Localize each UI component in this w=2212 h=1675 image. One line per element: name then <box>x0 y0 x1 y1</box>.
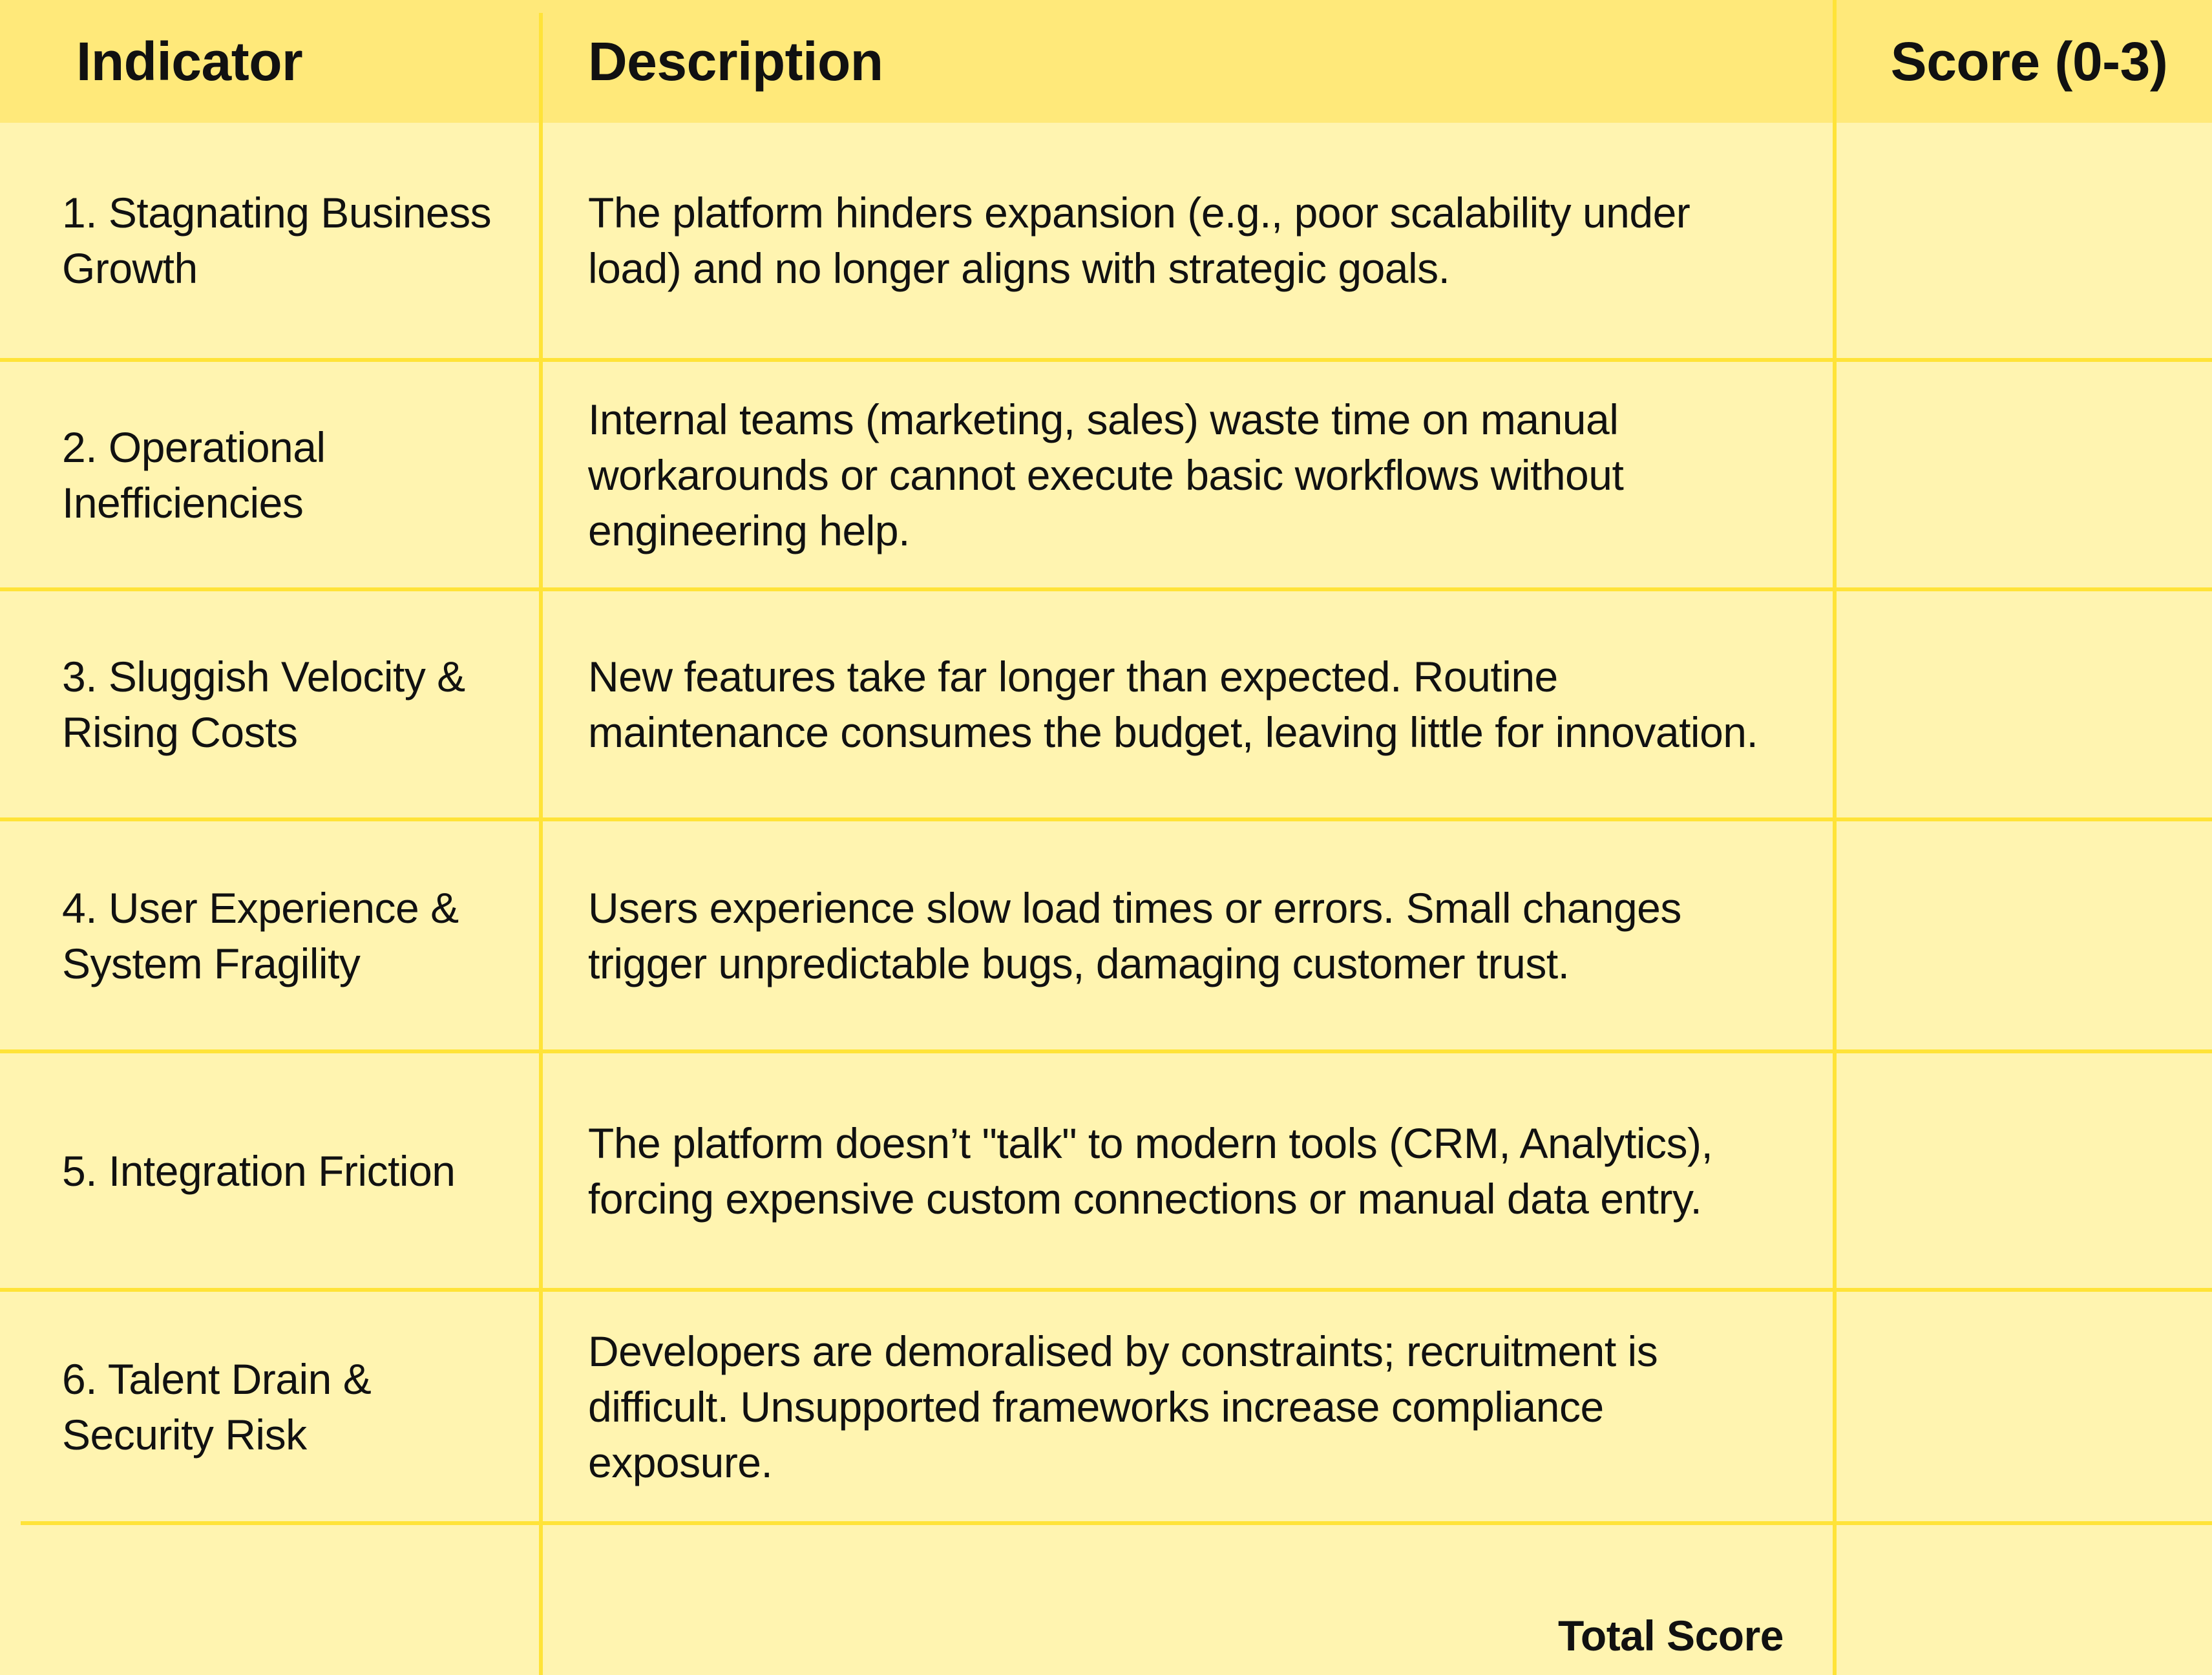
row-2-score[interactable] <box>1837 362 2212 587</box>
row-1-score[interactable] <box>1837 123 2212 358</box>
row-6-description: Developers are demoralised by constraints; recruitment is difficult. Unsupported frameworks increase compliance exposure. <box>588 1327 1658 1486</box>
header-indicator: Indicator <box>76 31 303 92</box>
row-2-description: Internal teams (marketing, sales) waste time on manual workarounds or cannot execute basic workflows without engineering help. <box>588 395 1624 554</box>
row-4-description: Users experience slow load times or errors. Small changes trigger unpredictable bugs, damaging customer trust. <box>588 883 1681 987</box>
row-4-indicator: 4. User Experience & System Fragility <box>62 883 459 987</box>
row-5-description: The platform doesn’t "talk" to modern tools (CRM, Analytics), forcing expensive custom connections or manual data entry. <box>588 1119 1713 1223</box>
row-5-indicator: 5. Integration Friction <box>62 1146 456 1195</box>
column-divider-indicator <box>539 13 543 1675</box>
header-score: Score (0-3) <box>1890 31 2168 92</box>
total-score-value[interactable] <box>1837 1525 2212 1675</box>
row-6-score[interactable] <box>1837 1292 2212 1521</box>
row-4-score[interactable] <box>1837 821 2212 1049</box>
row-6-indicator: 6. Talent Drain & Security Risk <box>62 1354 372 1459</box>
row-1-indicator: 1. Stagnating Business Growth <box>62 189 492 292</box>
header-description: Description <box>588 31 883 92</box>
row-3-indicator: 3. Sluggish Velocity & Rising Costs <box>62 653 465 756</box>
total-score-label: Total Score <box>1557 1612 1784 1659</box>
row-3-description: New features take far longer than expected. Routine maintenance consumes the budget, leaving little for innovation. <box>588 653 1758 756</box>
row-2-indicator: 2. Operational Inefficiencies <box>62 423 326 527</box>
row-3-score[interactable] <box>1837 591 2212 817</box>
row-5-score[interactable] <box>1837 1053 2212 1288</box>
row-1-description: The platform hinders expansion (e.g., poor scalability under load) and no longer aligns with strategic goals. <box>588 189 1691 292</box>
